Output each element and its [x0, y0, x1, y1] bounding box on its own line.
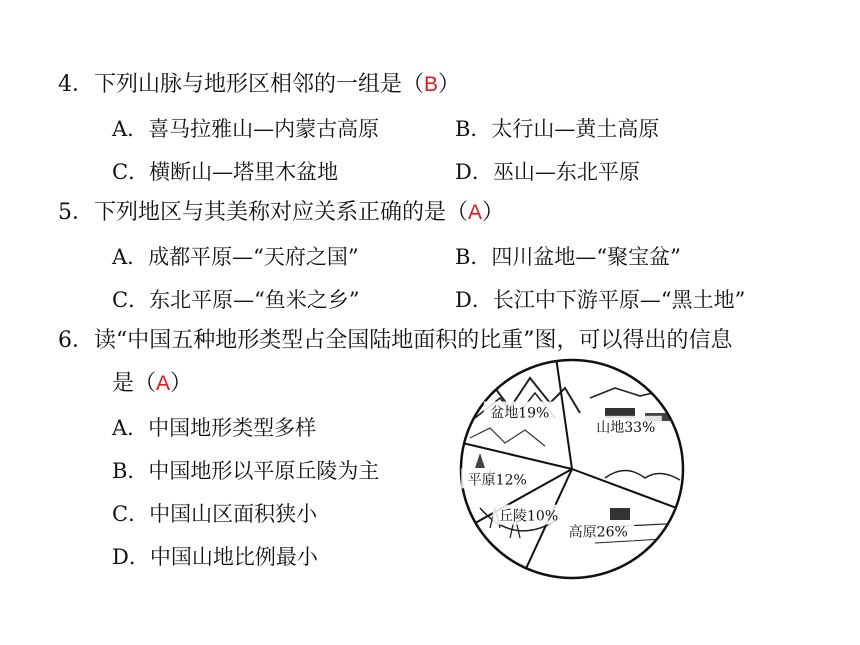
pie-label-4: 平原12%: [467, 472, 527, 489]
q5-option-b: B．四川盆地—“聚宝盆”: [455, 245, 681, 269]
q5-option-a: A．成都平原—“天府之国”: [112, 245, 359, 269]
pie-label-1: 山地33%: [596, 419, 656, 436]
q4-option-d: D．巫山—东北平原: [455, 160, 640, 184]
pie-label-5: 盆地19%: [490, 405, 550, 422]
pie-label-3: 丘陵10%: [499, 508, 559, 525]
q6-close: ）: [170, 371, 193, 396]
q5-answer: A: [468, 201, 483, 224]
q5-option-d: D．长江中下游平原—“黑土地”: [455, 288, 746, 312]
q6-answer: A: [156, 372, 171, 395]
q6-option-a: A．中国地形类型多样: [112, 416, 317, 440]
pie-label-2: 高原26%: [568, 524, 628, 541]
q4-option-c: C．横断山—塔里木盆地: [112, 160, 339, 184]
pie-slice-boundary-1: [557, 361, 572, 469]
q4-stem-text: 4．下列山脉与地形区相邻的一组是（: [58, 72, 424, 97]
q4-close: ）: [438, 72, 461, 97]
q4-option-b: B．太行山—黄土高原: [455, 117, 660, 141]
terrain-pie-chart: [455, 358, 695, 586]
q4-option-a: A．喜马拉雅山—内蒙古高原: [112, 117, 380, 141]
q6-stem-line1: 6．读“中国五种地形类型占全国陆地面积的比重”图，可以得出的信息: [58, 328, 733, 353]
pie-slice-boundary-2: [572, 469, 676, 508]
q6-option-b: B．中国地形以平原丘陵为主: [112, 459, 380, 483]
q4-answer: B: [424, 73, 439, 96]
q6-option-d: D．中国山地比例最小: [112, 545, 318, 569]
q5-stem-text: 5．下列地区与其美称对应关系正确的是（: [58, 200, 468, 225]
q6-stem-text: 是（: [112, 371, 157, 396]
q4-stem: [58, 70, 460, 100]
q5-option-c: C．东北平原—“鱼米之乡”: [112, 288, 360, 312]
q5-close: ）: [482, 200, 505, 225]
q6-option-c: C．中国山区面积狭小: [112, 502, 318, 526]
q5-stem: [58, 198, 504, 228]
q6-stem-line2: [112, 369, 192, 399]
